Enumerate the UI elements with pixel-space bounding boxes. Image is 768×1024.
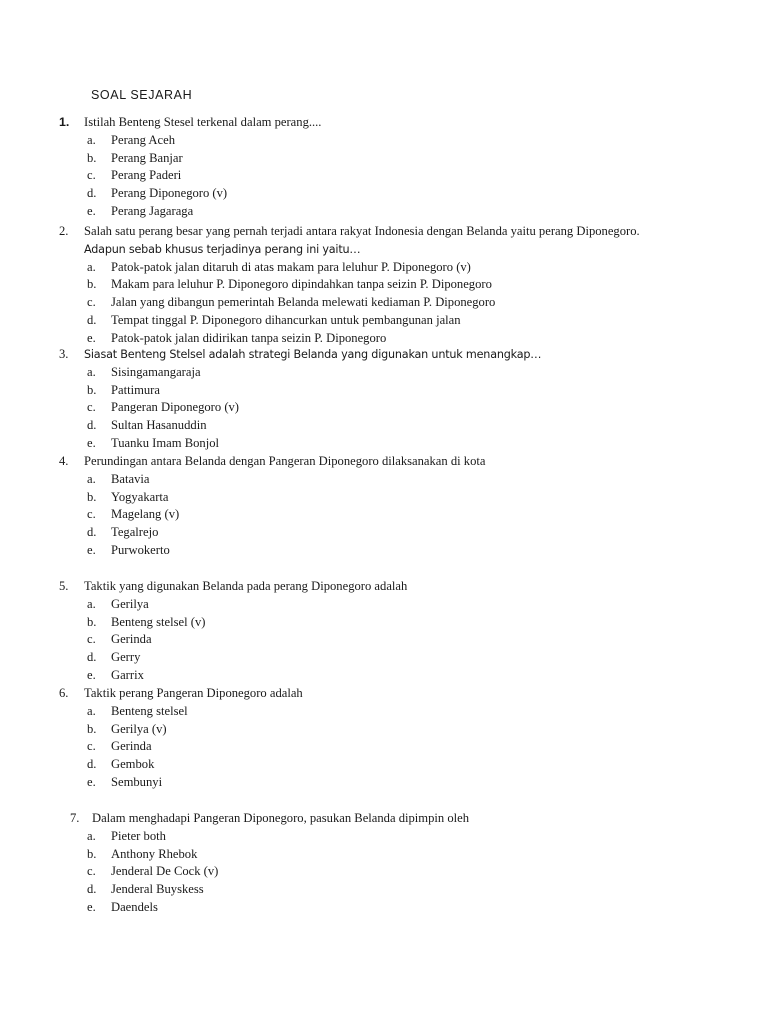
option-letter: e. [87,774,96,789]
option-b [0,150,768,168]
option-letter: c. [87,739,96,754]
option-letter: d. [87,757,97,772]
option-letter: c. [87,864,96,879]
option-d [0,881,768,899]
option-letter: c. [87,632,96,647]
option-letter: d. [87,525,97,540]
question-5 [0,578,768,685]
question-stem [0,453,768,471]
option-text: Jalan yang dibangun pemerintah Belanda melewati kediaman P. Diponegoro [111,295,496,310]
option-e [0,330,768,348]
option-text: Purwokerto [111,542,170,557]
option-text: Gembok [111,757,155,772]
option-text: Pattimura [111,382,160,397]
option-text: Gerilya (v) [111,721,167,736]
option-text: Makam para leluhur P. Diponegoro dipindahkan tanpa seizin P. Diponegoro [111,277,492,292]
option-a [0,596,768,614]
question-number: 5. [59,579,69,593]
option-text: Perang Paderi [111,168,182,183]
option-text: Gerry [111,650,141,665]
option-text: Sembunyi [111,774,163,789]
question-3 [0,346,768,453]
option-e [0,435,768,453]
option-a [0,364,768,382]
question-text: Taktik yang digunakan Belanda pada perang Diponegoro adalah [84,579,408,593]
question-number: 2. [59,224,69,238]
option-letter: a. [87,828,96,843]
option-c [0,863,768,881]
option-letter: c. [87,168,96,183]
question-text-line-2: Adapun sebab khusus terjadinya perang ini yaitu… [84,242,361,256]
option-text: Sultan Hasanuddin [111,418,207,433]
option-letter: e. [87,899,96,914]
option-a [0,259,768,277]
option-letter: b. [87,277,97,292]
option-text: Perang Jagaraga [111,203,194,218]
question-number: 6. [59,686,69,700]
option-text: Benteng stelsel (v) [111,614,206,629]
option-text: Sisingamangaraja [111,364,201,379]
option-letter: b. [87,150,97,165]
question-stem [0,346,768,364]
option-letter: a. [87,471,96,486]
question-text: Siasat Benteng Stelsel adalah strategi Belanda yang digunakan untuk menangkap… [84,348,542,361]
option-c [0,631,768,649]
question-number: 4. [59,454,69,468]
option-letter: e. [87,667,96,682]
question-stem [0,578,768,596]
option-letter: a. [87,132,96,147]
option-letter: c. [87,400,96,415]
option-letter: b. [87,489,97,504]
option-text: Jenderal Buyskess [111,882,204,897]
option-text: Tempat tinggal P. Diponegoro dihancurkan untuk pembangunan jalan [111,312,461,327]
option-letter: e. [87,330,96,345]
option-text: Gerilya [111,596,149,611]
option-letter: d. [87,312,97,327]
option-letter: c. [87,507,96,522]
question-text: Istilah Benteng Stesel terkenal dalam perang.... [84,115,322,129]
option-letter: e. [87,435,96,450]
option-text: Perang Diponegoro (v) [111,186,228,201]
question-number: 3. [59,347,69,361]
option-d [0,649,768,667]
question-number: 7. [70,811,80,825]
option-letter: d. [87,186,97,201]
question-stem [0,114,768,132]
option-letter: a. [87,596,96,611]
option-letter: b. [87,721,97,736]
option-letter: e. [87,203,96,218]
option-text: Perang Banjar [111,150,183,165]
option-text: Patok-patok jalan ditaruh di atas makam para leluhur P. Diponegoro (v) [111,259,471,274]
option-letter: a. [87,364,96,379]
option-letter: e. [87,542,96,557]
option-d [0,312,768,330]
question-6 [0,685,768,792]
option-letter: d. [87,650,97,665]
option-text: Yogyakarta [111,489,169,504]
option-d [0,185,768,203]
option-a [0,703,768,721]
option-c [0,738,768,756]
option-letter: b. [87,382,97,397]
option-d [0,524,768,542]
option-e [0,774,768,792]
option-text: Garrix [111,667,144,682]
option-text: Tuanku Imam Bonjol [111,435,219,450]
option-letter: d. [87,418,97,433]
option-text: Benteng stelsel [111,703,188,718]
option-c [0,294,768,312]
option-c [0,167,768,185]
option-text: Magelang (v) [111,507,180,522]
question-1 [0,114,768,221]
option-letter: d. [87,882,97,897]
option-text: Jenderal De Cock (v) [111,864,219,879]
option-d [0,417,768,435]
question-stem [0,223,768,241]
option-text: Perang Aceh [111,132,175,147]
option-text: Pangeran Diponegoro (v) [111,400,239,415]
option-letter: a. [87,703,96,718]
question-stem-continued [0,241,768,259]
option-text: Daendels [111,899,158,914]
option-letter: b. [87,614,97,629]
option-text: Batavia [111,471,150,486]
option-letter: a. [87,259,96,274]
question-7 [0,810,768,917]
option-b [0,382,768,400]
question-text: Dalam menghadapi Pangeran Diponegoro, pasukan Belanda dipimpin oleh [92,811,470,825]
option-c [0,506,768,524]
option-b [0,276,768,294]
option-a [0,132,768,150]
option-text: Gerinda [111,739,152,754]
question-4 [0,453,768,560]
question-stem [0,685,768,703]
option-e [0,899,768,917]
option-c [0,399,768,417]
question-text: Salah satu perang besar yang pernah terjadi antara rakyat Indonesia dengan Belanda yaitu perang Diponegoro. [84,224,640,238]
option-e [0,667,768,685]
question-text: Taktik perang Pangeran Diponegoro adalah [84,686,303,700]
option-letter: b. [87,846,97,861]
option-text: Tegalrejo [111,525,159,540]
option-e [0,203,768,221]
option-text: Anthony Rhebok [111,846,198,861]
option-b [0,489,768,507]
option-a [0,471,768,489]
question-2 [0,223,768,348]
option-a [0,828,768,846]
option-b [0,846,768,864]
page-title: SOAL SEJARAH [91,88,193,102]
question-stem [0,810,768,828]
option-e [0,542,768,560]
option-d [0,756,768,774]
question-number: 1. [59,115,70,129]
option-text: Gerinda [111,632,152,647]
option-b [0,721,768,739]
option-b [0,614,768,632]
option-text: Patok-patok jalan didirikan tanpa seizin P. Diponegoro [111,330,387,345]
option-text: Pieter both [111,828,166,843]
option-letter: c. [87,295,96,310]
question-text: Perundingan antara Belanda dengan Pangeran Diponegoro dilaksanakan di kota [84,454,486,468]
